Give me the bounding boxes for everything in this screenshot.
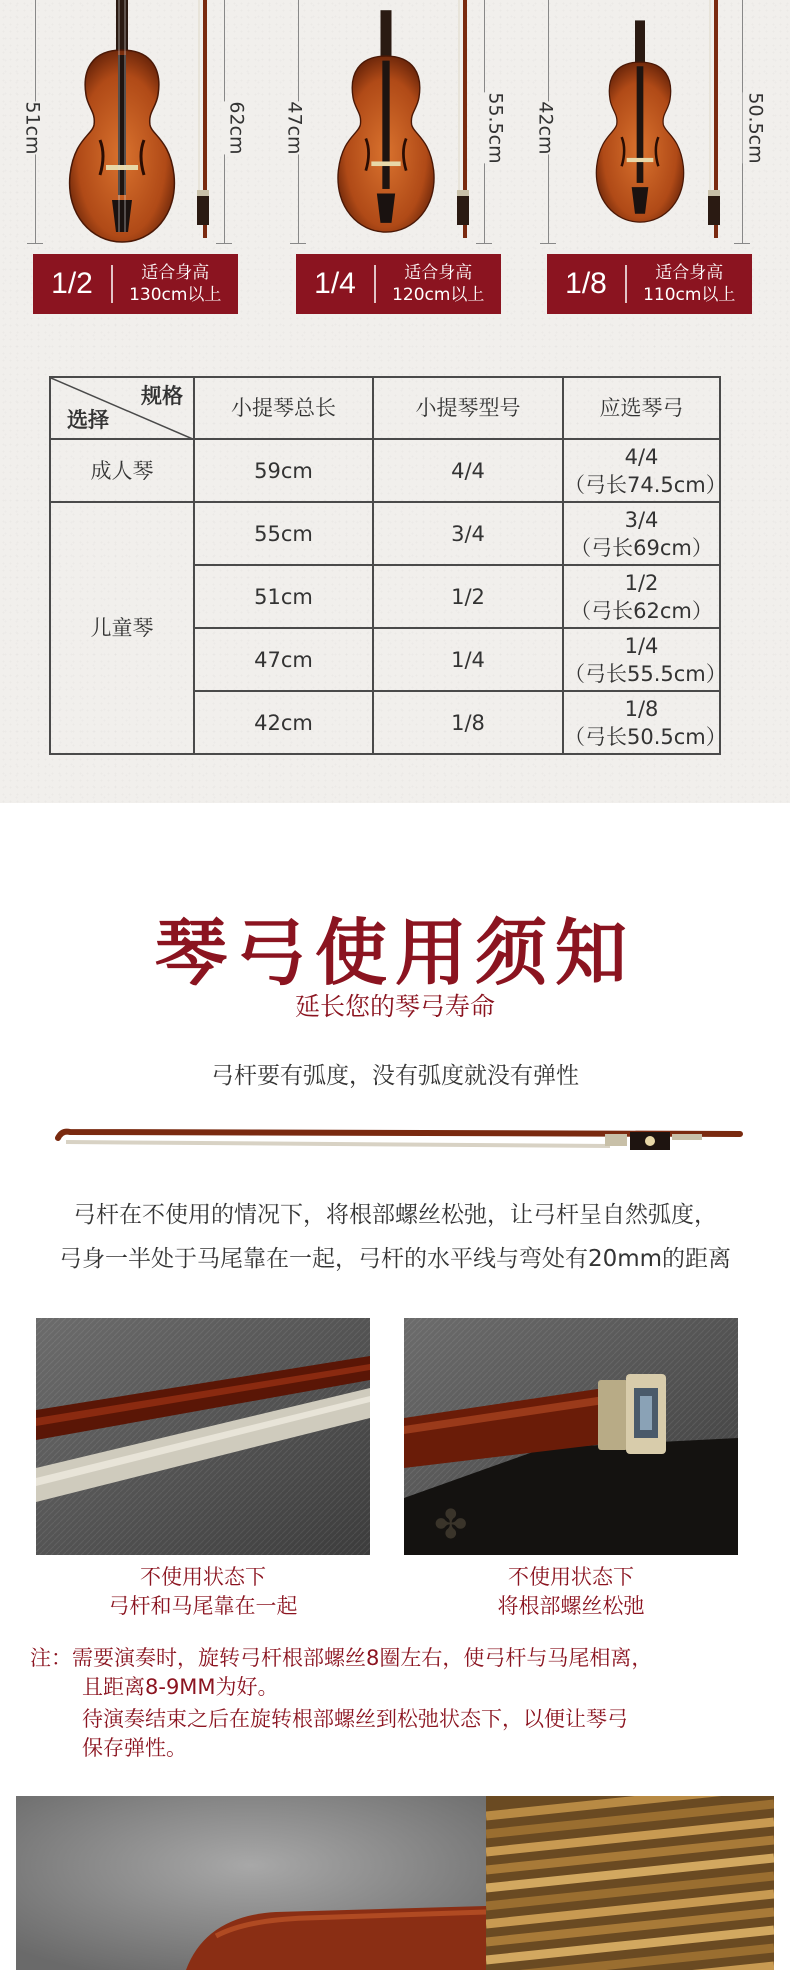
section-title: 琴弓使用须知 — [154, 910, 635, 995]
bow-detail-photo — [16, 1796, 486, 1970]
size-label: 1/2 — [51, 267, 93, 300]
model-cell: 1/4 — [373, 628, 563, 691]
bow-length-label: 55.5cm — [484, 92, 507, 164]
bow-hair-image — [36, 1318, 370, 1555]
table-row — [50, 502, 720, 565]
lead-text: 弓杆要有弧度，没有弧度就没有弹性 — [211, 1063, 579, 1089]
corner-bottom-label: 选择 — [67, 408, 109, 432]
violin-image — [590, 0, 690, 245]
note-line: 注：需要演奏时，旋转弓杆根部螺丝8圈左右，使弓杆与马尾相离， — [30, 1646, 653, 1670]
table-header-row — [50, 377, 720, 439]
size-badge — [296, 254, 501, 314]
bow-sticks-image — [486, 1796, 774, 1970]
header-model: 小提琴型号 — [373, 377, 563, 439]
bow-detail-image — [16, 1796, 486, 1970]
bow-cell: 4/4 （弓长74.5cm） — [563, 439, 720, 502]
model-cell: 1/2 — [373, 565, 563, 628]
table-row — [50, 439, 720, 502]
photo-caption: 不使用状态下 将根部螺丝松弛 — [497, 1565, 645, 1618]
length-cell: 59cm — [194, 439, 373, 502]
bow-length-label: 62cm — [225, 101, 248, 155]
violin-length-label: 47cm — [283, 101, 306, 155]
model-cell: 1/8 — [373, 691, 563, 754]
size-label: 1/8 — [565, 267, 607, 300]
bow-sticks-photo — [486, 1796, 774, 1970]
bow-illustration — [50, 1120, 750, 1170]
violin-image — [62, 0, 182, 245]
section-subtitle: 延长您的琴弓寿命 — [294, 992, 495, 1021]
bow-cell: 1/2 （弓长62cm） — [563, 565, 720, 628]
body-text-line: 弓身一半处于马尾靠在一起，弓杆的水平线与弯处有20mm的距离 — [58, 1246, 732, 1272]
violin-eighth-size-group — [520, 0, 790, 318]
note-line: 保存弹性。 — [82, 1736, 187, 1760]
violin-length-label: 51cm — [21, 101, 44, 155]
group-adult-cell: 成人琴 — [50, 439, 194, 502]
length-cell: 55cm — [194, 502, 373, 565]
photo-caption: 不使用状态下 弓杆和马尾靠在一起 — [108, 1565, 298, 1618]
bow-length-label: 50.5cm — [744, 92, 767, 164]
violin-half-size-group — [0, 0, 248, 318]
group-child-cell: 儿童琴 — [50, 502, 194, 754]
violin-image — [331, 0, 441, 245]
fit-height-label: 适合身高 130cm以上 — [129, 263, 222, 305]
corner-top-label: 规格 — [141, 384, 183, 408]
bow-hair-photo — [36, 1318, 370, 1555]
fit-height-label: 适合身高 110cm以上 — [643, 263, 736, 305]
size-label: 1/4 — [314, 267, 356, 300]
header-bow: 应选琴弓 — [563, 377, 720, 439]
bow-image — [194, 0, 214, 240]
spec-table — [49, 376, 727, 755]
length-cell: 51cm — [194, 565, 373, 628]
model-cell: 3/4 — [373, 502, 563, 565]
note-line: 待演奏结束之后在旋转根部螺丝到松弛状态下，以便让琴弓 — [82, 1707, 628, 1731]
size-guide-section — [0, 0, 790, 803]
bow-image — [454, 0, 474, 240]
size-badge — [547, 254, 752, 314]
bow-cell: 3/4 （弓长69cm） — [563, 502, 720, 565]
model-cell: 4/4 — [373, 439, 563, 502]
bow-cell: 1/8 （弓长50.5cm） — [563, 691, 720, 754]
size-badge — [33, 254, 238, 314]
bow-frog-photo — [404, 1318, 738, 1555]
table-corner-cell — [50, 377, 194, 439]
note-line: 且距离8-9MM为好。 — [82, 1675, 279, 1699]
body-text-line: 弓杆在不使用的情况下，将根部螺丝松弛，让弓杆呈自然弧度， — [73, 1202, 717, 1228]
svg-text:✤: ✤ — [434, 1502, 468, 1548]
length-cell: 47cm — [194, 628, 373, 691]
bow-frog-image — [404, 1318, 738, 1555]
bow-cell: 1/4 （弓长55.5cm） — [563, 628, 720, 691]
header-length: 小提琴总长 — [194, 377, 373, 439]
violin-quarter-size-group — [264, 0, 507, 318]
fit-height-label: 适合身高 120cm以上 — [392, 263, 485, 305]
violin-length-label: 42cm — [534, 101, 557, 155]
bow-image — [705, 0, 725, 240]
length-cell: 42cm — [194, 691, 373, 754]
